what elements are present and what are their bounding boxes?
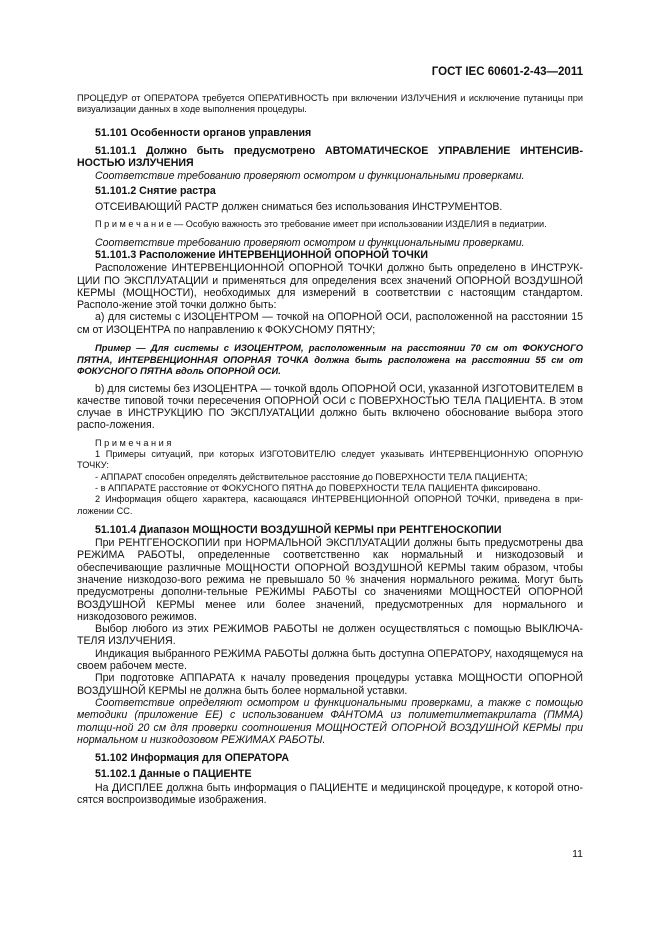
example-text: Пример — Для системы с ИЗОЦЕНТРОМ, расположенным на расстоянии 70 см от ФОКУСНОГО ПЯТНА, ИНТЕРВЕНЦИОННАЯ ОПОРНАЯ ТОЧКА должна быть расположена на расстоянии 55 см от ФОКУСНОГО ПЯТНА вдоль ОПОРНОЙ ОСИ.	[77, 342, 583, 377]
document-header-id: ГОСТ IEC 60601-2-43—2011	[431, 66, 583, 78]
preparation-paragraph: При подготовке АППАРАТА к началу проведения процедуры уставка МОЩНОСТИ ОПОРНОЙ ВОЗДУШНОЙ КЕРМЫ не должна быть более нормальной уставки.	[77, 672, 583, 697]
heading-51-101-3: 51.101.3 Расположение ИНТЕРВЕНЦИОННОЙ ОПОРНОЙ ТОЧКИ	[95, 248, 428, 261]
heading-51-101-4: 51.101.4 Диапазон МОЩНОСТИ ВОЗДУШНОЙ КЕРМЫ при РЕНТГЕНОСКОПИИ	[95, 523, 502, 536]
indication-paragraph: Индикация выбранного РЕЖИМА РАБОТЫ должна быть доступна ОПЕРАТОРУ, находящемуся на своем рабочем месте.	[77, 647, 583, 673]
compliance-text-2: Соответствие требованию проверяют осмотром и функциональными проверками.	[95, 236, 525, 249]
notes-label: П р и м е ч а н и я	[95, 437, 172, 448]
raster-paragraph: ОТСЕИВАЮЩИЙ РАСТР должен сниматься без использования ИНСТРУМЕНТОВ.	[95, 201, 503, 214]
note-label: П р и м е ч а н и е	[95, 219, 172, 230]
item-b: b) для системы без ИЗОЦЕНТРА — точкой вдоль ОПОРНОЙ ОСИ, указанной ИЗГОТОВИТЕЛЕМ в качестве типовой точки пересечения ОПОРНОЙ ОСИ с ПОВЕРХНОСТЬЮ ТЕЛА ПАЦИЕНТА. В этом случае в ИНСТРУКЦИЮ ПО ЭКСПЛУАТАЦИИ должно быть включено обоснование выбора этого распо-ложения.	[77, 382, 583, 432]
note-raster-text: — Особую важность это требование имеет при использовании ИЗДЕЛИЯ в педиатрии.	[171, 219, 547, 230]
note-1-dash-1: - АППАРАТ способен определять действительное расстояние до ПОВЕРХНОСТИ ТЕЛА ПАЦИЕНТА;	[95, 471, 528, 482]
document-body	[77, 93, 583, 806]
heading-51-101-1: 51.101.1 Должно быть предусмотрено АВТОМАТИЧЕСКОЕ УПРАВЛЕНИЕ ИНТЕНСИВ-НОСТЬЮ ИЗЛУЧЕНИЯ	[77, 144, 583, 170]
heading-51-102-1: 51.102.1 Данные о ПАЦИЕНТЕ	[95, 768, 252, 781]
compliance-text-3: Соответствие определяют осмотром и функциональными проверками, а также с помощью методики (приложение ЕЕ) с использованием ФАНТОМА из полиметилметакрилата (ПММА) толщи-ной 20 см для проверки соотношения МОЩНОСТЕЙ ОПОРНОЙ ВОЗДУШНОЙ КЕРМЫ при нормальном и низкодозовом РЕЖИМАХ РАБОТЫ.	[77, 696, 583, 746]
range-paragraph: При РЕНТГЕНОСКОПИИ при НОРМАЛЬНОЙ ЭКСПЛУАТАЦИИ должны быть предусмотрены два РЕЖИМА РАБОТЫ, определенные соответственно как нормальный и низкодозовый и обеспечивающие различные МОЩНОСТИ ОПОРНОЙ ВОЗДУШНОЙ КЕРМЫ таким образом, чтобы значение низкодозо-вого режима не превышало 50 % значения нормального режима. Могут быть предусмотрены дополни-тельные РЕЖИМЫ РАБОТЫ со значениями МОЩНОСТЕЙ ОПОРНОЙ ВОЗДУШНОЙ КЕРМЫ менее или более значений, предусмотренных для нормального и низкодозового режимов.	[77, 537, 583, 623]
location-paragraph: Расположение ИНТЕРВЕНЦИОННОЙ ОПОРНОЙ ТОЧКИ должно быть определено в ИНСТРУК-ЦИИ ПО ЭКСПЛУАТАЦИИ и применяться для определения всех значений ОПОРНОЙ ВОЗДУШНОЙ КЕРМЫ (МОЩНОСТИ), необходимых для измерений в соответствии с настоящим стандартом. Располо-жение этой точки должно быть:	[77, 262, 583, 312]
note-1: 1 Примеры ситуаций, при которых ИЗГОТОВИТЕЛЮ следует указывать ИНТЕРВЕНЦИОННУЮ ОПОРНУЮ ТОЧКУ:	[77, 449, 583, 471]
display-paragraph: На ДИСПЛЕЕ должна быть информация о ПАЦИЕНТЕ и медицинской процедуре, к которой отно-сятся воспроизводимые изображения.	[77, 781, 583, 807]
heading-51-102: 51.102 Информация для ОПЕРАТОРА	[95, 752, 290, 765]
note-1-dash-2: - в АППАРАТЕ расстояние от ФОКУСНОГО ПЯТНА до ПОВЕРХНОСТИ ТЕЛА ПАЦИЕНТА фиксировано.	[95, 482, 541, 493]
item-a: а) для системы с ИЗОЦЕНТРОМ — точкой на ОПОРНОЙ ОСИ, расположенной на расстоянии 15 см от ИЗОЦЕНТРА по направлению к ФОКУСНОМУ ПЯТНУ;	[77, 311, 583, 336]
note-2: 2 Информация общего характера, касающаяся ИНТЕРВЕНЦИОННОЙ ОПОРНОЙ ТОЧКИ, приведена в при-ложении СС.	[77, 494, 583, 516]
choice-paragraph: Выбор любого из этих РЕЖИМОВ РАБОТЫ не должен осуществляться с помощью ВЫКЛЮЧА-ТЕЛЯ ИЗЛУЧЕНИЯ.	[77, 623, 583, 648]
note-raster	[77, 219, 583, 230]
compliance-text-1: Соответствие требованию проверяют осмотром и функциональными проверками.	[95, 170, 525, 183]
intro-paragraph: ПРОЦЕДУР от ОПЕРАТОРА требуется ОПЕРАТИВНОСТЬ при включении ИЗЛУЧЕНИЯ и исключение путаницы при визуализации данных в ходе выполнения процедуры.	[77, 93, 583, 115]
heading-51-101: 51.101 Особенности органов управления	[95, 126, 312, 139]
page-number: 11	[572, 848, 583, 860]
heading-51-101-2: 51.101.2 Снятие растра	[95, 184, 216, 197]
